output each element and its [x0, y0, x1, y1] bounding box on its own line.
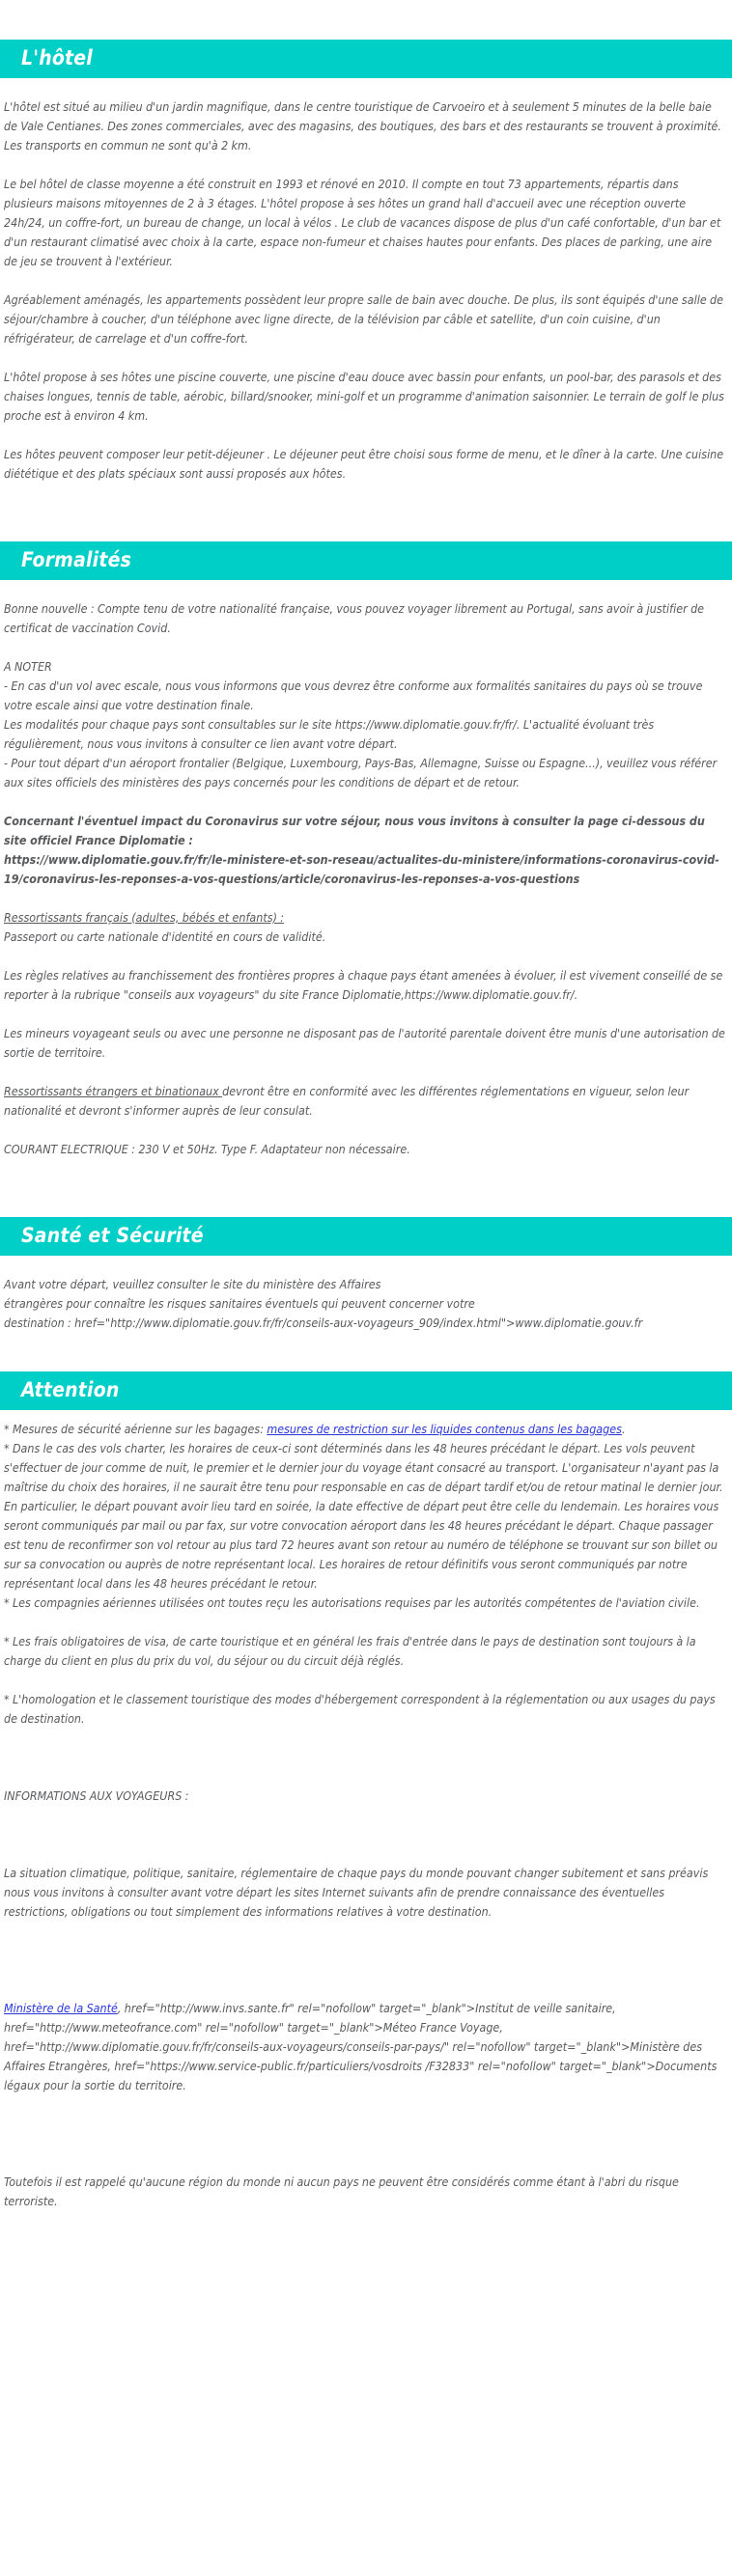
attention-charter: * Dans le cas des vols charter, les horaires de ceux-ci sont déterminés dans les 48 heures précédant le départ. Les vols peuvent s'effectuer de jour comme de nuit, le premier et le dernier jour du voyage étant consacré au transport. L'organisateur n'ayant pas la maîtrise du choix des horaires, il ne saurait être tenu pour responsable en cas de départ tardif et/ou de retour matinal le dernier jour. En particulier, le départ pouvant avoir lieu tard en soirée, la date effective de départ peut être celle du lendemain. Les horaires vous seront communiqués par mail ou par fax, sur votre convocation aéroport dans les 48 heures précédant le départ. Chaque passager est tenu de reconfirmer son vol retour au plus tard 72 heures avant son retour au numéro de téléphone se trouvant sur son billet ou sur sa convocation ou auprès de notre représentant local. Les horaires de retour définitifs vous seront communiqués par notre représentant local dans les 48 heures précédant le retour.: [4, 1440, 723, 1591]
attention-bagages-suffix: .: [621, 1421, 626, 1436]
attention-frais: * Les frais obligatoires de visa, de carte touristique et en général les frais d'entrée dans le pays de destination sont toujours à la charge du client en plus du prix du vol, du séjour ou du circuit déjà réglés.: [4, 1633, 696, 1668]
attention-terrorisme: Toutefois il est rappelé qu'aucune région du monde ni aucun pays ne peuvent être considérés comme étant à l'abri du risque terroriste.: [4, 2174, 679, 2208]
attention-situation-line-2: nous vous invitons à consulter avant votre départ les sites Internet suivants afin de prendre connaissance des éventuelles restrictions, obligations ou tout simplement des informations relatives à votre destination.: [4, 1884, 665, 1919]
sante-line-2: étrangères pour connaître les risques sanitaires éventuels qui peuvent concerner votre: [4, 1295, 475, 1311]
sante-line-1: Avant votre départ, veuillez consulter le site du ministère des Affaires: [4, 1276, 381, 1291]
attention-infos-voyageurs-label: INFORMATIONS AUX VOYAGEURS :: [4, 1787, 189, 1803]
section-header-formalites: [0, 541, 732, 580]
section-title-sante-securite: Santé et Sécurité: [21, 1223, 204, 1247]
formalites-ressortissants-etrangers-text: devront être en conformité avec les différentes réglementations en vigueur, selon leur nationalité et devront s'informer auprès de leur consulat.: [4, 1083, 690, 1118]
formalites-coronavirus-url: https://www.diplomatie.gouv.fr/fr/le-ministere-et-son-reseau/actualites-du-ministere/informations-coronavirus-covid-19/coronavirus-les-reponses-a-vos-questions/article/coronavirus-les-reponses-a-vos-questions: [4, 851, 719, 886]
formalites-courant-electrique: COURANT ELECTRIQUE : 230 V et 50Hz. Type F. Adaptateur non nécessaire.: [4, 1141, 410, 1156]
formalites-ressortissants-fr-heading: Ressortissants français (adultes, bébés et enfants) :: [4, 909, 285, 925]
section-body-formalites: [0, 580, 732, 1159]
attention-links-block-rest: , href="http://www.invs.sante.fr" rel="nofollow" target="_blank">Institut de veille sanitaire, href="http://www.meteofrance.com" rel="nofollow" target="_blank">Méteo France Voyage, href="http://www.diplomatie.gouv.fr/fr/conseils-aux-voyageurs/conseils-par-pays/" rel="nofollow" target="_blank">Ministère des Affaires Etrangères, href="https://www.service-public.fr/particuliers/vosdroits /F32833" rel="nofollow" target="_blank">Documents légaux pour la sortie du territoire.: [4, 2000, 718, 2092]
hotel-paragraph-5: Les hôtes peuvent composer leur petit-déjeuner . Le déjeuner peut être choisi sous forme de menu, et le dîner à la carte. Une cuisine diététique et des plats spéciaux sont aussi proposés aux hôtes.: [4, 446, 724, 481]
section-title-attention: Attention: [21, 1377, 120, 1401]
ministere-sante-link[interactable]: Ministère de la Santé: [4, 2000, 118, 2015]
section-header-sante-securite: [0, 1217, 732, 1256]
sante-line-3: destination : href="http://www.diplomatie.gouv.fr/fr/conseils-aux-voyageurs_909/index.html">www.diplomatie.gouv.fr: [4, 1315, 643, 1330]
formalites-intro: Bonne nouvelle : Compte tenu de votre nationalité française, vous pouvez voyager librement au Portugal, sans avoir à justifier de certificat de vaccination Covid.: [4, 600, 705, 635]
spacer-formalites-sante: [0, 1159, 732, 1217]
formalites-ressortissants-etrangers: [4, 1082, 726, 1121]
formalites-a-noter-item-1: - En cas d'un vol avec escale, nous vous informons que vous devrez être conforme aux formalités sanitaires du pays où se trouve votre escale ainsi que votre destination finale.: [4, 678, 703, 712]
section-title-hotel: L'hôtel: [21, 46, 93, 69]
hotel-paragraph-4: L'hôtel propose à ses hôtes une piscine couverte, une piscine d'eau douce avec bassin pour enfants, un pool-bar, des parasols et des chaises longues, tennis de table, aérobic, billard/snooker, mini-golf et un programme d'animation saisonnier. Le terrain de golf le plus proche est à environ 4 km.: [4, 369, 725, 423]
formalites-ressortissants-etrangers-heading: Ressortissants étrangers et binationaux: [4, 1083, 223, 1098]
attention-links-block: [4, 1999, 726, 2095]
attention-situation-line-1: La situation climatique, politique, sanitaire, réglementaire de chaque pays du monde pouvant changer subitement et sans préavis: [4, 1865, 709, 1880]
attention-bagages-line: [4, 1420, 726, 1439]
section-title-formalites: Formalités: [21, 547, 132, 571]
formalites-regles-frontieres: Les règles relatives au franchissement des frontières propres à chaque pays étant amenées à évoluer, il est vivement conseillé de se reporter à la rubrique "conseils aux voyageurs" du site France Diplomatie,https://www.diplomatie.gouv.fr/.: [4, 967, 723, 1002]
formalites-coronavirus-intro: Concernant l'éventuel impact du Coronavirus sur votre séjour, nous vous invitons à consulter la page ci-dessous du site officiel France Diplomatie :: [4, 813, 705, 847]
formalites-a-noter-item-2: Les modalités pour chaque pays sont consultables sur le site https://www.diplomatie.gouv.fr/fr/. L'actualité évoluant très régulièrement, nous vous invitons à consulter ce lien avant votre départ.: [4, 716, 655, 751]
formalites-a-noter-item-3: - Pour tout départ d'un aéroport frontalier (Belgique, Luxembourg, Pays-Bas, Allemagne, Suisse ou Espagne...), veuillez vous référer aux sites officiels des ministères des pays concernés pour les conditions de départ et de retour.: [4, 755, 718, 789]
section-header-attention: [0, 1371, 732, 1410]
attention-homologation: * L'homologation et le classement touristique des modes d'hébergement correspondent à la réglementation ou aux usages du pays de destination.: [4, 1691, 716, 1726]
hotel-paragraph-3: Agréablement aménagés, les appartements possèdent leur propre salle de bain avec douche. De plus, ils sont équipés d'une salle de séjour/chambre à coucher, d'un téléphone avec ligne directe, de la télévision par câble et satellite, d'un coin cuisine, d'un réfrigérateur, de carrelage et d'un coffre-fort.: [4, 291, 724, 346]
hotel-paragraph-2: Le bel hôtel de classe moyenne a été construit en 1993 et rénové en 2010. Il compte en tout 73 appartements, répartis dans plusieurs maisons mitoyennes de 2 à 3 étages. L'hôtel propose à ses hôtes un grand hall d'accueil avec une réception ouverte 24h/24, un coffre-fort, un bureau de change, un local à vélos . Le club de vacances dispose de plus d'un café confortable, d'un bar et d'un restaurant climatisé avec choix à la carte, espace non-fumeur et chaises hautes pour enfants. Des places de parking, une aire de jeu se trouvent à l'extérieur.: [4, 176, 721, 268]
spacer-sante-attention: [0, 1333, 732, 1371]
spacer-hotel-formalites: [0, 484, 732, 541]
section-header-hotel: [0, 40, 732, 78]
section-body-sante-securite: [0, 1256, 732, 1333]
hotel-paragraph-1: L'hôtel est situé au milieu d'un jardin magnifique, dans le centre touristique de Carvoeiro et à seulement 5 minutes de la belle baie de Vale Centianes. Des zones commerciales, avec des magasins, des boutiques, des bars et des restaurants se trouvent à proximité. Les transports en commun ne sont qu'à 2 km.: [4, 98, 721, 152]
liquides-restriction-link[interactable]: mesures de restriction sur les liquides contenus dans les bagages: [267, 1421, 622, 1436]
attention-bagages-prefix: * Mesures de sécurité aérienne sur les bagages:: [4, 1421, 267, 1436]
formalites-a-noter-label: A NOTER: [4, 658, 52, 674]
formalites-ressortissants-fr-text: Passeport ou carte nationale d'identité en cours de validité.: [4, 928, 326, 944]
formalites-mineurs: Les mineurs voyageant seuls ou avec une personne ne disposant pas de l'autorité parentale doivent être munis d'une autorisation de sortie de territoire.: [4, 1025, 725, 1060]
attention-compagnies: * Les compagnies aériennes utilisées ont toutes reçu les autorisations requises par les autorités compétentes de l'aviation civile.: [4, 1594, 700, 1610]
section-body-attention: [0, 1410, 732, 2211]
section-body-hotel: [0, 78, 732, 484]
